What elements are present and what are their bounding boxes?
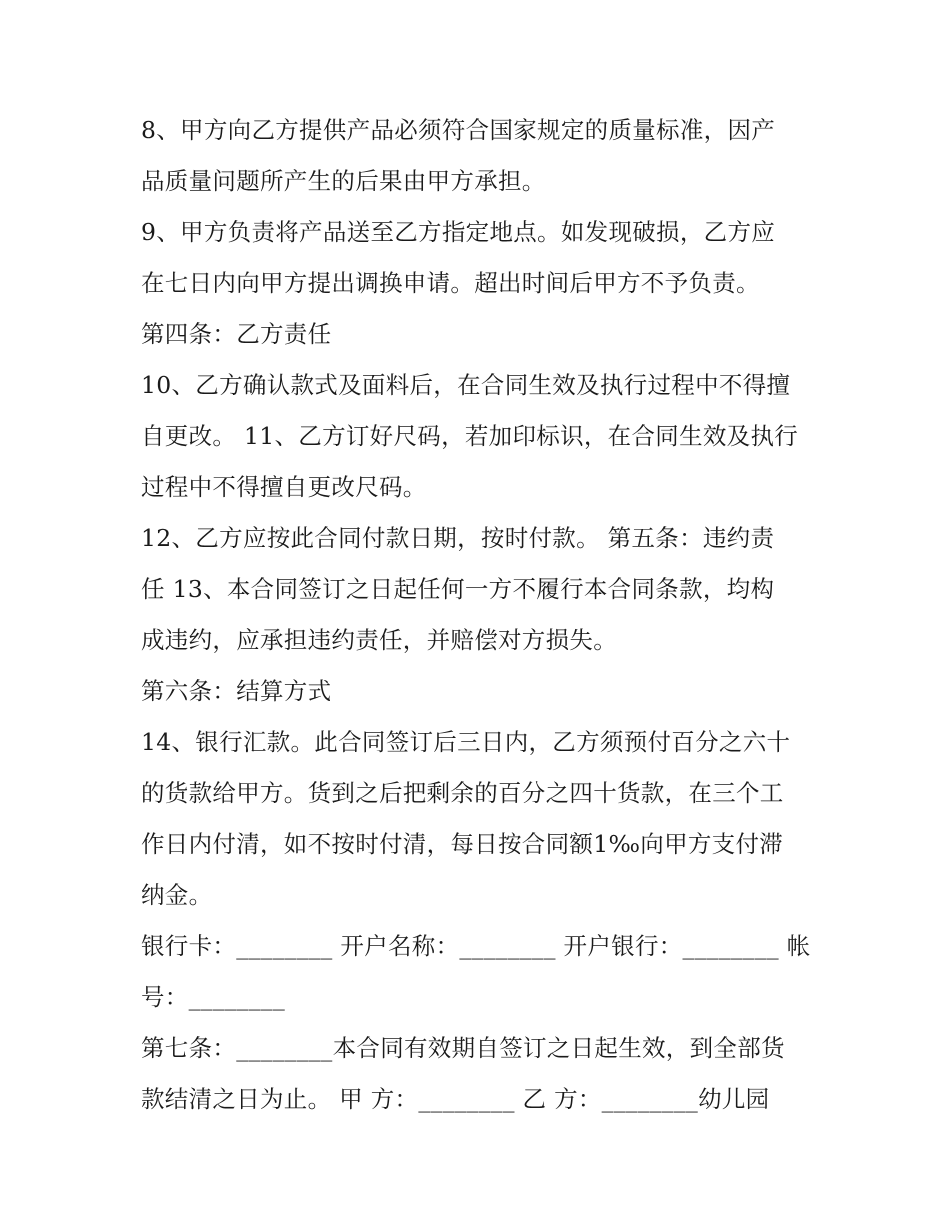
bank-info-line-1: 银行卡：________ 开户名称：________ 开户银行：________ 帐 xyxy=(141,932,811,960)
section-heading-article-6: 第六条：结算方式 xyxy=(141,677,332,705)
contract-body xyxy=(141,105,813,1125)
text-line-6: 10、乙方确认款式及面料后，在合同生效及执行过程中不得擅 xyxy=(141,371,791,399)
text-line-13: 14、银行汇款。此合同签订后三日内，乙方须预付百分之六十 xyxy=(141,728,791,756)
text-line-7: 自更改。 11、乙方订好尺码，若加印标识，在合同生效及执行 xyxy=(141,422,799,450)
text-line-1: 8、甲方向乙方提供产品必须符合国家规定的质量标准，因产 xyxy=(141,116,776,144)
text-line-2: 品质量问题所产生的后果由甲方承担。 xyxy=(141,167,546,195)
text-line-10: 任 13、本合同签订之日起任何一方不履行本合同条款，均构 xyxy=(141,575,775,603)
text-line-4: 在七日内向甲方提出调换申请。超出时间后甲方不予负责。 xyxy=(141,269,760,297)
text-line-15: 作日内付清，如不按时付清，每日按合同额1‰向甲方支付滞 xyxy=(141,830,784,858)
text-line-14: 的货款给甲方。货到之后把剩余的百分之四十货款，在三个工 xyxy=(141,779,784,807)
text-line-8: 过程中不得擅自更改尺码。 xyxy=(141,473,427,501)
text-line-19: 第七条：________本合同有效期自签订之日起生效，到全部货 xyxy=(141,1034,785,1062)
text-line-11: 成违约，应承担违约责任，并赔偿对方损失。 xyxy=(141,626,617,654)
text-line-3: 9、甲方负责将产品送至乙方指定地点。如发现破损，乙方应 xyxy=(141,218,776,246)
text-line-9: 12、乙方应按此合同付款日期，按时付款。 第五条：违约责 xyxy=(141,524,775,552)
text-line-16: 纳金。 xyxy=(141,881,213,909)
bank-info-line-2: 号：________ xyxy=(141,983,285,1011)
signature-line: 款结清之日为止。 甲 方：________ 乙 方：________幼儿园 xyxy=(141,1085,770,1113)
section-heading-article-4: 第四条：乙方责任 xyxy=(141,320,332,348)
